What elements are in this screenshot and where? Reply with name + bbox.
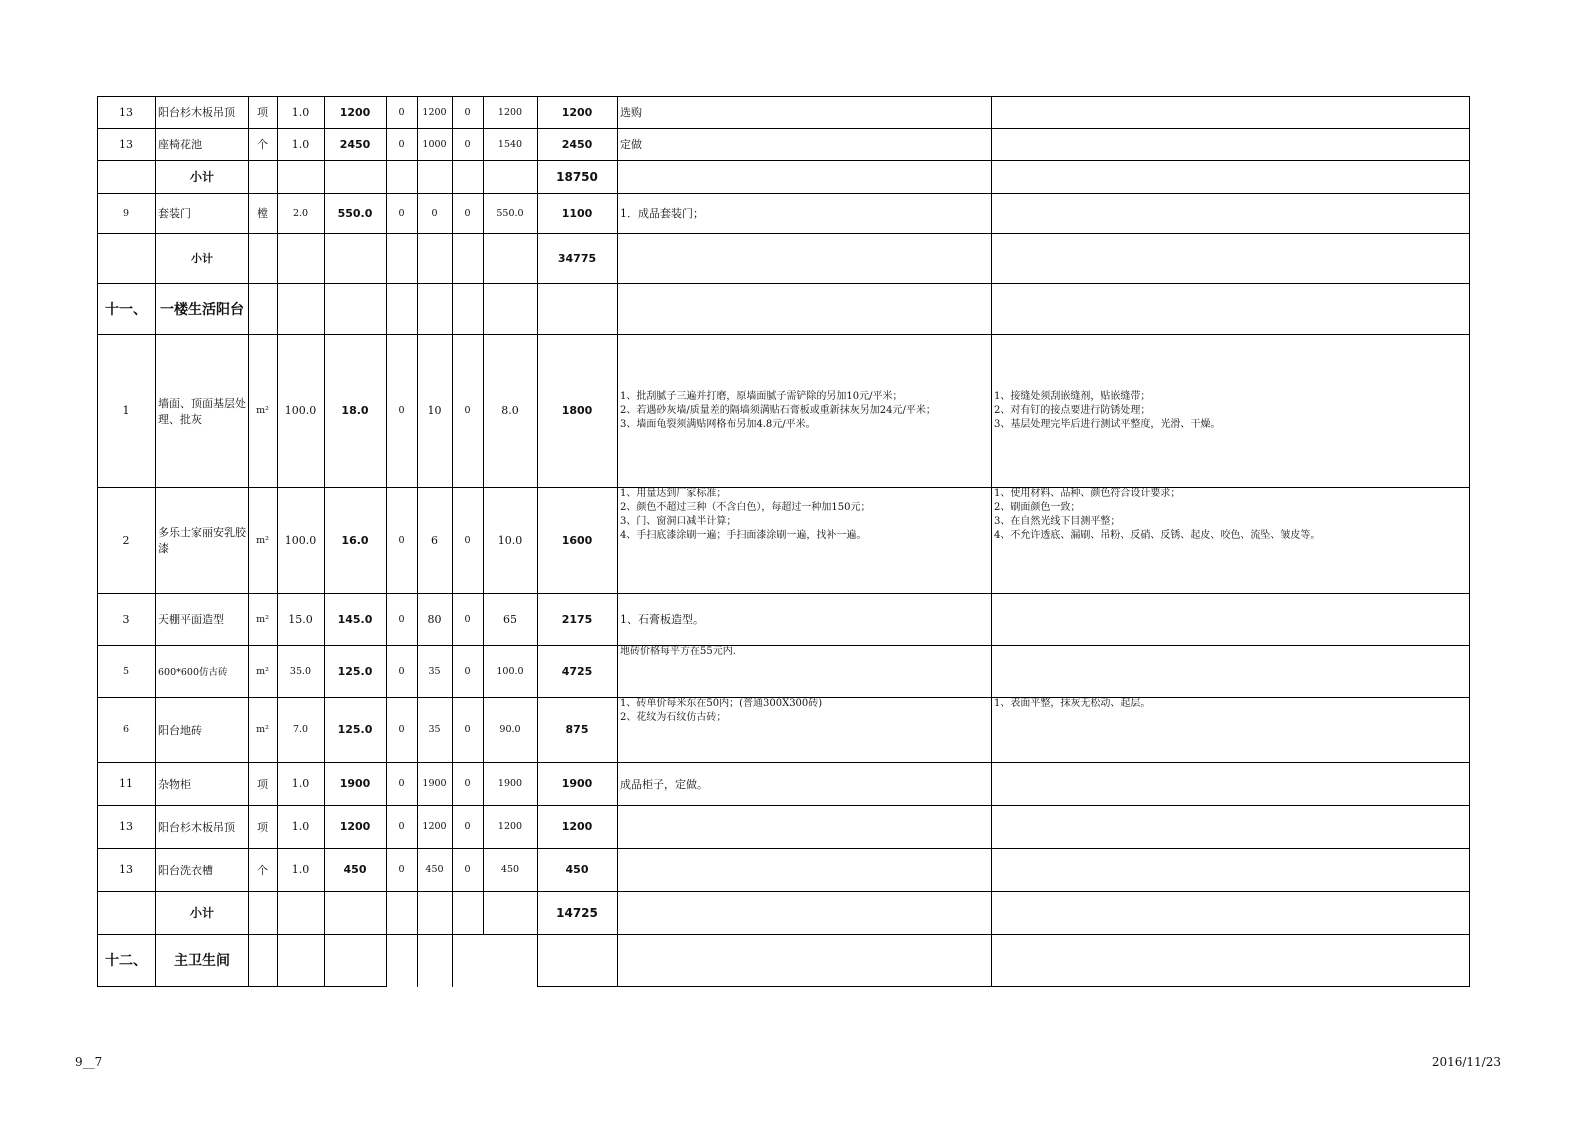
item-cost-3: 0 [464, 106, 471, 118]
item-cost-3: 0 [464, 207, 471, 219]
item-name: 600*600仿古砖 [158, 667, 228, 678]
item-name: 阳台地砖 [158, 723, 202, 737]
item-description: 1、批刮腻子三遍并打磨，原墙面腻子需铲除的另加10元/平米； 2、若遇砂灰墙/质量差的隔墙须满贴石膏板或重新抹灰另加24元/平米； 3、墙面龟裂须满贴网格布另加4.8元/平米。 [620, 390, 936, 430]
item-cost-1: 0 [398, 207, 405, 219]
item-description: 1、用量达到厂家标准； 2、颜色不超过三种（不含白色），每超过一种加150元； 3、门、窗洞口减半计算； 4、手扫底漆涂刷一遍；手扫面漆涂刷一遍，找补一遍。 [620, 488, 871, 541]
row-border [97, 891, 1470, 892]
item-cost-1: 0 [398, 613, 405, 625]
item-cost-3: 0 [464, 724, 471, 735]
item-number: 6 [122, 724, 130, 735]
item-cost-2: 80 [427, 612, 442, 626]
item-number: 13 [119, 863, 133, 876]
row-border [97, 233, 1470, 234]
row-border [97, 934, 1470, 935]
item-cost-4: 65 [503, 612, 517, 626]
item-description: 1、砖单价每米东在50内；(普通300X300砖) 2、花纹为石纹仿古砖； [620, 698, 823, 723]
item-number: 13 [119, 105, 133, 119]
item-quantity: 100.0 [284, 404, 317, 417]
quality-requirement: 1、接缝处须刮嵌缝剂，贴嵌缝带； 2、对有钉的接点要进行防锈处理； 3、基层处理完毕后进行测试平整度，光滑、干燥。 [994, 390, 1221, 430]
item-cost-4: 550.0 [496, 207, 524, 219]
item-unit-price: 1200 [339, 820, 371, 833]
item-total: 2450 [561, 137, 593, 151]
item-cost-2: 1200 [422, 106, 447, 118]
item-cost-2: 35 [428, 665, 441, 677]
item-quantity: 7.0 [292, 724, 309, 735]
item-name: 阳台洗衣槽 [158, 863, 213, 877]
item-unit: m² [256, 405, 269, 416]
item-number: 1 [122, 404, 130, 417]
item-unit-price: 2450 [339, 137, 371, 151]
item-unit-price: 550.0 [337, 206, 373, 220]
item-number: 3 [122, 612, 130, 626]
item-total: 4725 [561, 664, 593, 678]
subtotal-label: 小计 [189, 906, 214, 920]
item-total: 1900 [561, 777, 593, 790]
item-cost-4: 10.0 [497, 533, 523, 547]
page-footer-left: 9__7 [75, 1055, 103, 1069]
item-name: 阳台杉木板吊顶 [158, 106, 235, 119]
item-cost-1: 0 [398, 821, 405, 832]
item-cost-1: 0 [398, 534, 405, 546]
item-quantity: 100.0 [284, 533, 317, 547]
subtotal-value: 14725 [556, 905, 598, 920]
item-number: 5 [122, 665, 130, 677]
subtotal-label: 小计 [189, 170, 214, 184]
item-description: 成品柜子，定做。 [620, 777, 708, 791]
row-border [97, 283, 1470, 284]
item-unit: 樘 [257, 207, 268, 220]
item-unit-price: 125.0 [337, 664, 373, 678]
item-unit: 个 [257, 863, 268, 877]
item-unit: m² [256, 534, 269, 546]
item-unit: 项 [257, 106, 268, 119]
quotation-table [97, 96, 1493, 1004]
item-name: 套装门 [158, 207, 191, 220]
subtotal-value: 34775 [557, 251, 597, 265]
item-unit-price: 125.0 [337, 723, 373, 736]
item-cost-4: 90.0 [499, 724, 521, 735]
item-cost-3: 0 [464, 864, 471, 875]
item-quantity: 1.0 [291, 105, 310, 119]
item-total: 450 [565, 863, 589, 876]
item-cost-2: 35 [428, 724, 441, 735]
item-quantity: 15.0 [288, 612, 313, 626]
item-cost-4: 100.0 [496, 665, 524, 677]
item-quantity: 1.0 [291, 777, 310, 790]
item-number: 13 [119, 820, 133, 833]
item-unit-price: 16.0 [341, 533, 369, 547]
item-total: 2175 [561, 612, 593, 626]
item-name: 阳台杉木板吊顶 [158, 820, 235, 834]
item-cost-3: 0 [464, 405, 471, 416]
section-number: 十二、 [105, 953, 147, 969]
item-cost-4: 1900 [497, 778, 523, 789]
item-cost-2: 1900 [422, 778, 447, 789]
item-cost-3: 0 [464, 138, 471, 150]
item-cost-3: 0 [464, 821, 471, 832]
item-cost-1: 0 [398, 778, 405, 789]
item-unit: m² [256, 724, 269, 735]
row-border [97, 986, 387, 987]
item-cost-3: 0 [464, 665, 471, 677]
item-description: 定做 [620, 138, 642, 151]
item-cost-1: 0 [398, 724, 405, 735]
item-cost-1: 0 [398, 405, 405, 416]
item-unit: m² [256, 613, 269, 625]
item-name: 多乐士家丽安乳胶漆 [158, 526, 246, 555]
item-unit: m² [256, 665, 269, 677]
item-cost-3: 0 [464, 613, 471, 625]
subtotal-value: 18750 [556, 169, 598, 184]
item-name: 座椅花池 [158, 138, 202, 151]
quality-requirement: 1、使用材料、品种、颜色符合设计要求； 2、刷面颜色一致； 3、在自然光线下目测平整； 4、不允许透底、漏刷、吊粉、反硝、反锈、起皮、咬色、流坠、皱皮等。 [994, 488, 1321, 541]
quality-requirement: 1、表面平整，抹灰无松动、起层。 [994, 698, 1151, 709]
item-cost-2: 6 [431, 533, 438, 547]
item-cost-4: 1200 [497, 821, 523, 832]
section-title: 一楼生活阳台 [160, 301, 244, 318]
item-description: 地砖价格每平方在55元内. [620, 646, 736, 657]
item-cost-3: 0 [464, 534, 471, 546]
item-cost-2: 450 [425, 864, 444, 875]
item-cost-4: 8.0 [501, 404, 519, 417]
subtotal-label: 小计 [191, 252, 213, 265]
section-number: 十一、 [105, 301, 147, 318]
item-unit: 项 [257, 820, 268, 834]
item-cost-1: 0 [398, 864, 405, 875]
item-total: 875 [565, 723, 589, 736]
col-border [1469, 96, 1470, 987]
item-unit: 项 [257, 777, 268, 791]
item-description: 选购 [620, 106, 642, 119]
item-total: 1600 [561, 533, 593, 547]
item-cost-1: 0 [398, 106, 405, 118]
item-cost-2: 1000 [422, 138, 447, 150]
item-quantity: 2.0 [292, 207, 309, 219]
item-cost-3: 0 [464, 778, 471, 789]
item-cost-2: 1200 [422, 821, 447, 832]
item-number: 13 [119, 137, 133, 151]
row-border [97, 160, 1470, 161]
item-description: 1．成品套装门； [620, 207, 704, 220]
item-quantity: 1.0 [291, 863, 310, 876]
item-number: 11 [119, 777, 133, 790]
item-name: 天棚平面造型 [158, 613, 224, 626]
item-cost-1: 0 [398, 665, 405, 677]
item-number: 2 [122, 533, 130, 547]
item-unit-price: 18.0 [341, 404, 369, 417]
item-cost-4: 450 [500, 864, 520, 875]
page-footer-date: 2016/11/23 [1431, 1055, 1501, 1069]
item-number: 9 [122, 207, 130, 219]
item-cost-1: 0 [398, 138, 405, 150]
item-name: 杂物柜 [158, 777, 191, 791]
item-total: 1100 [561, 206, 593, 220]
item-total: 1800 [561, 404, 593, 417]
item-unit-price: 1200 [339, 105, 371, 119]
item-quantity: 35.0 [289, 665, 312, 677]
row-border [537, 986, 1470, 987]
item-unit: 个 [257, 138, 268, 151]
section-title: 主卫生间 [174, 953, 230, 969]
item-total: 1200 [561, 105, 593, 119]
item-cost-4: 1540 [497, 138, 523, 150]
item-cost-4: 1200 [497, 106, 523, 118]
item-unit-price: 450 [343, 863, 367, 876]
item-description: 1、石膏板造型。 [620, 613, 704, 626]
item-name: 墙面、顶面基层处理、批灰 [158, 396, 246, 426]
item-unit-price: 1900 [339, 777, 371, 790]
item-quantity: 1.0 [291, 137, 310, 151]
item-total: 1200 [561, 820, 593, 833]
item-quantity: 1.0 [291, 820, 310, 833]
item-cost-2: 0 [431, 207, 438, 219]
item-cost-2: 10 [427, 404, 442, 417]
item-unit-price: 145.0 [337, 612, 373, 626]
